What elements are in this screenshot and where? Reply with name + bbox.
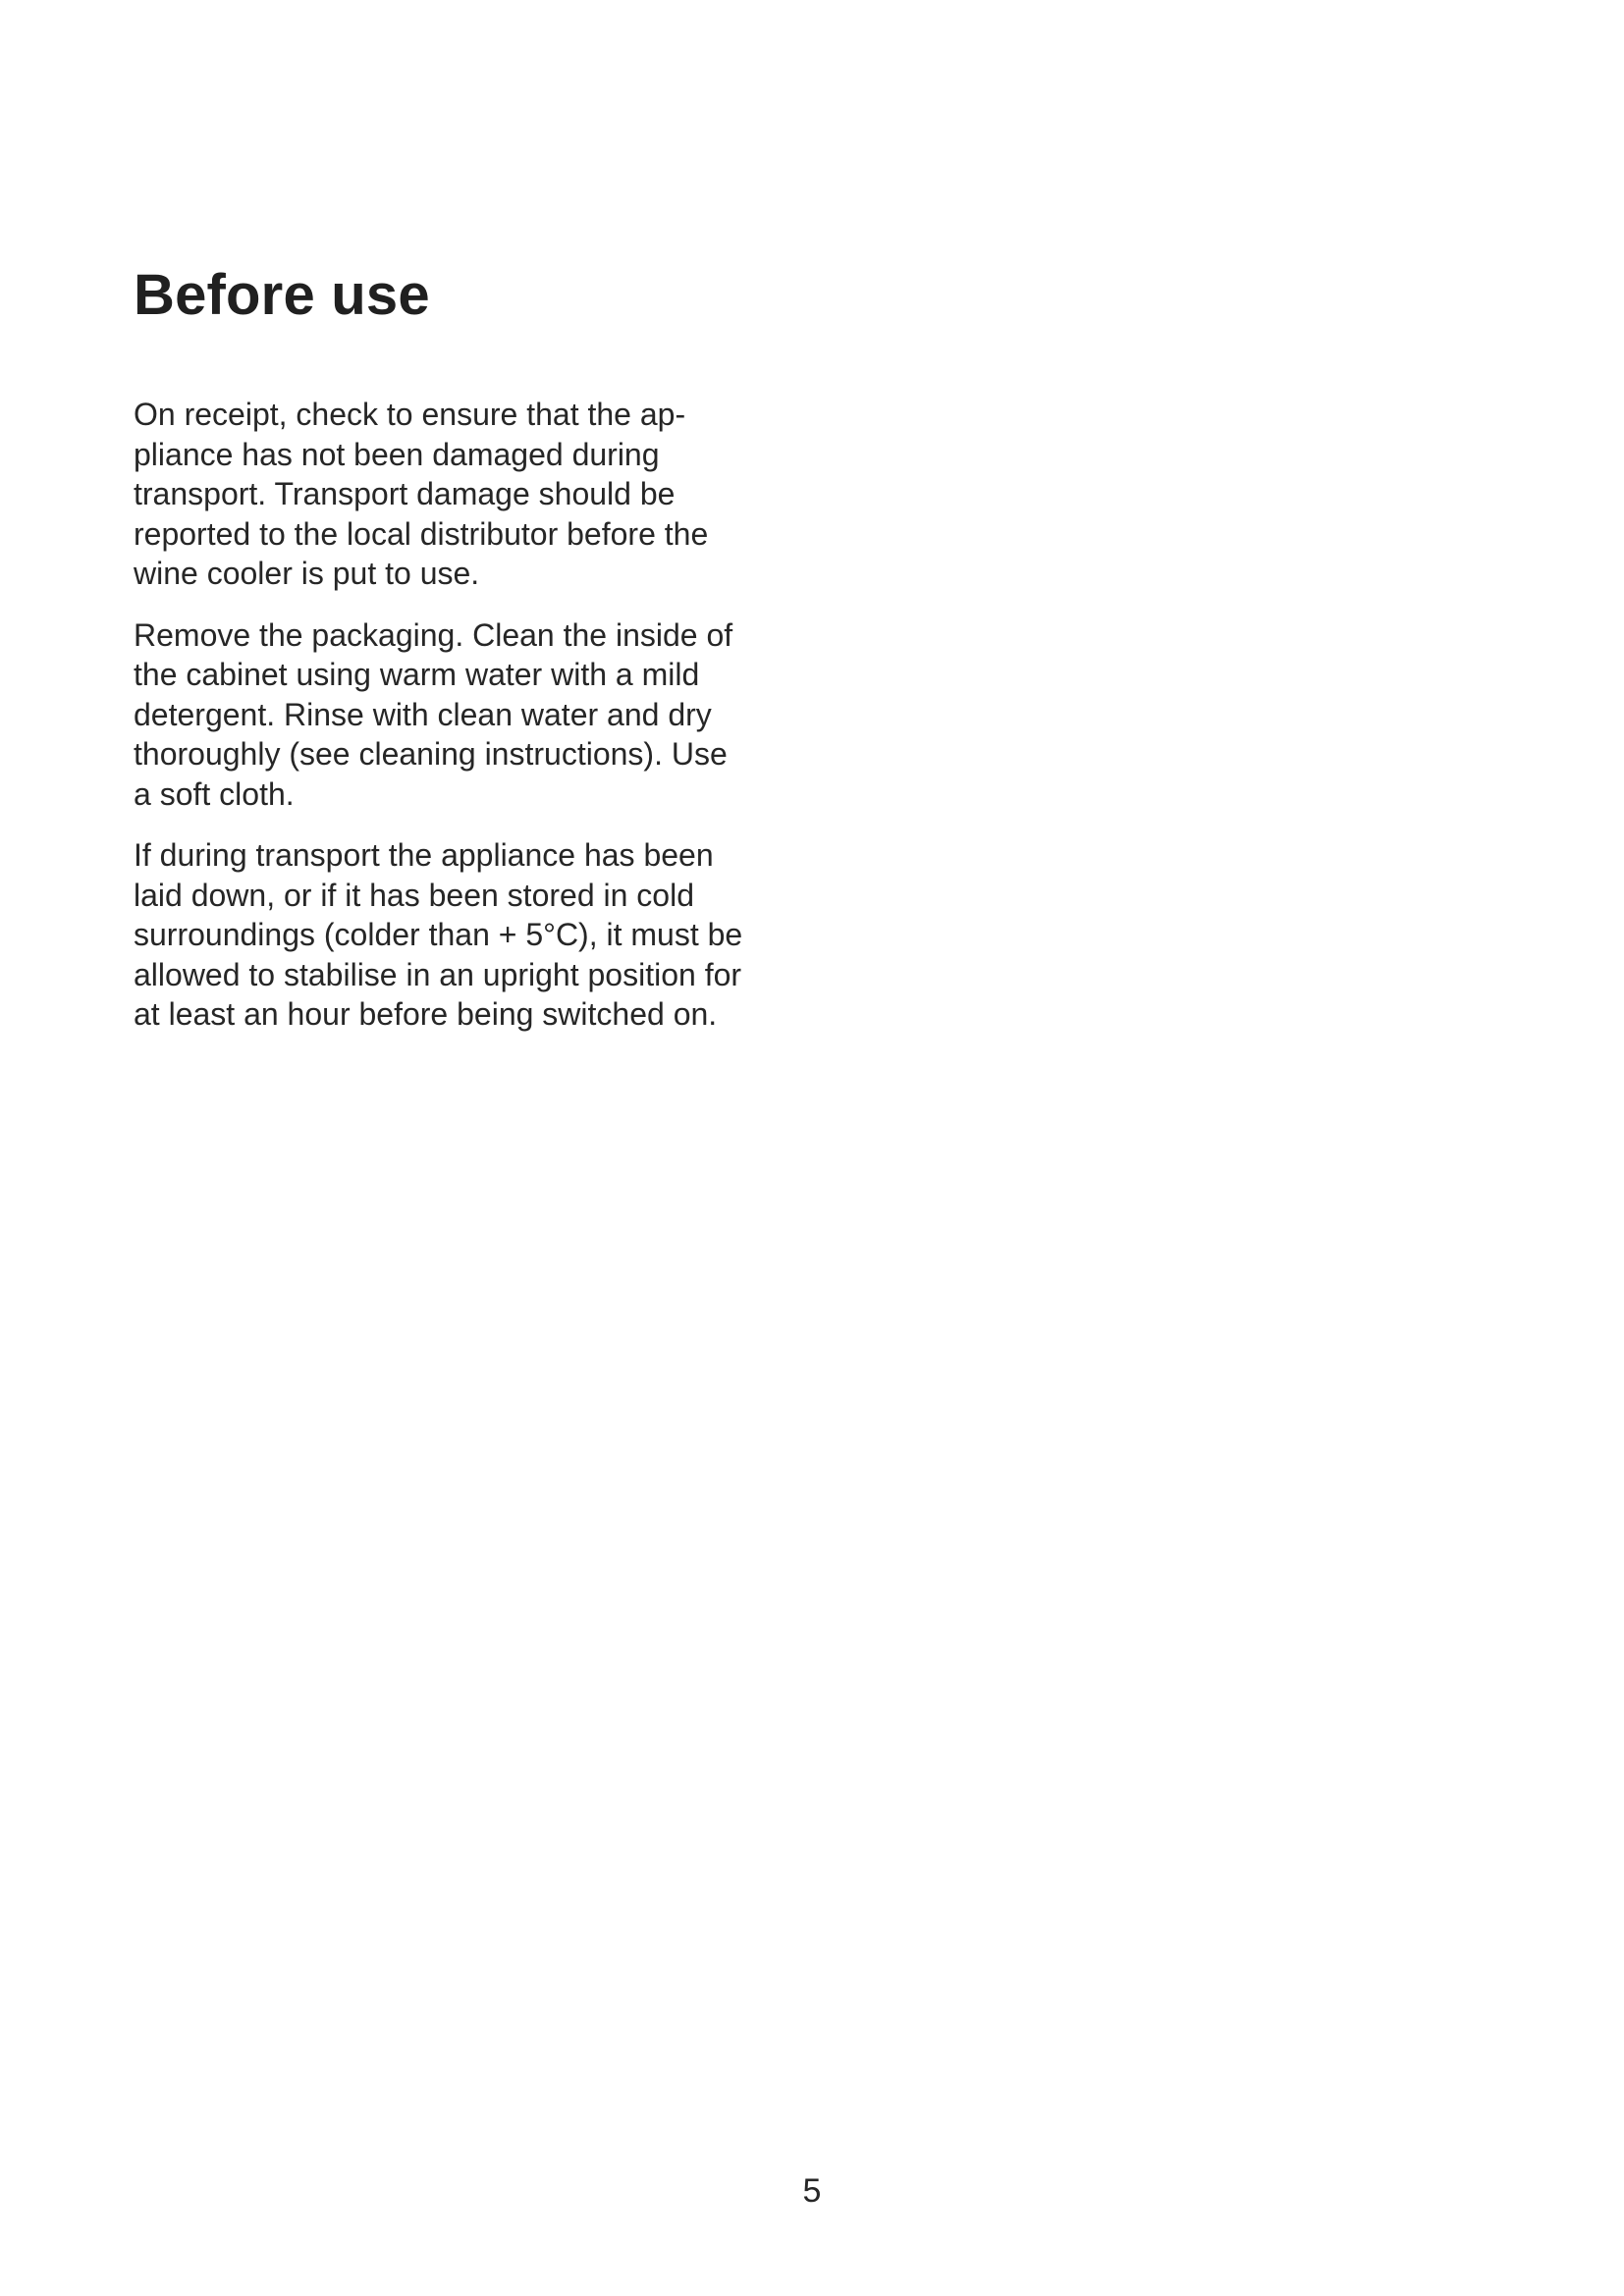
text-line: reported to the local distributor before the: [134, 515, 709, 552]
text-line: laid down, or if it has been stored in cold: [134, 877, 694, 913]
text-line: If during transport the appliance has been: [134, 837, 714, 873]
text-line: On receipt, check to ensure that the ap-: [134, 397, 686, 432]
body-text-column: [134, 395, 782, 1056]
text-line: thoroughly (see cleaning instructions). Use: [134, 736, 728, 772]
page-number: 5: [802, 2172, 822, 2210]
text-line: wine cooler is put to use.: [134, 556, 480, 591]
text-line: a soft cloth.: [134, 775, 295, 812]
page-title: Before use: [134, 263, 430, 327]
text-line: Remove the packaging. Clean the inside of: [134, 616, 733, 653]
text-line: allowed to stabilise in an upright position for: [134, 956, 742, 992]
paragraph-remove-packaging: [134, 615, 782, 815]
paragraph-receipt-check: [134, 395, 782, 594]
text-line: surroundings (colder than + 5°C), it must be: [134, 917, 743, 952]
text-line: detergent. Rinse with clean water and dry: [134, 696, 712, 732]
text-line: the cabinet using warm water with a mild: [134, 657, 700, 692]
text-line: at least an hour before being switched on.: [134, 996, 718, 1032]
text-line: transport. Transport damage should be: [134, 476, 676, 511]
text-line: pliance has not been damaged during: [134, 436, 660, 472]
paragraph-stabilise: [134, 835, 782, 1035]
